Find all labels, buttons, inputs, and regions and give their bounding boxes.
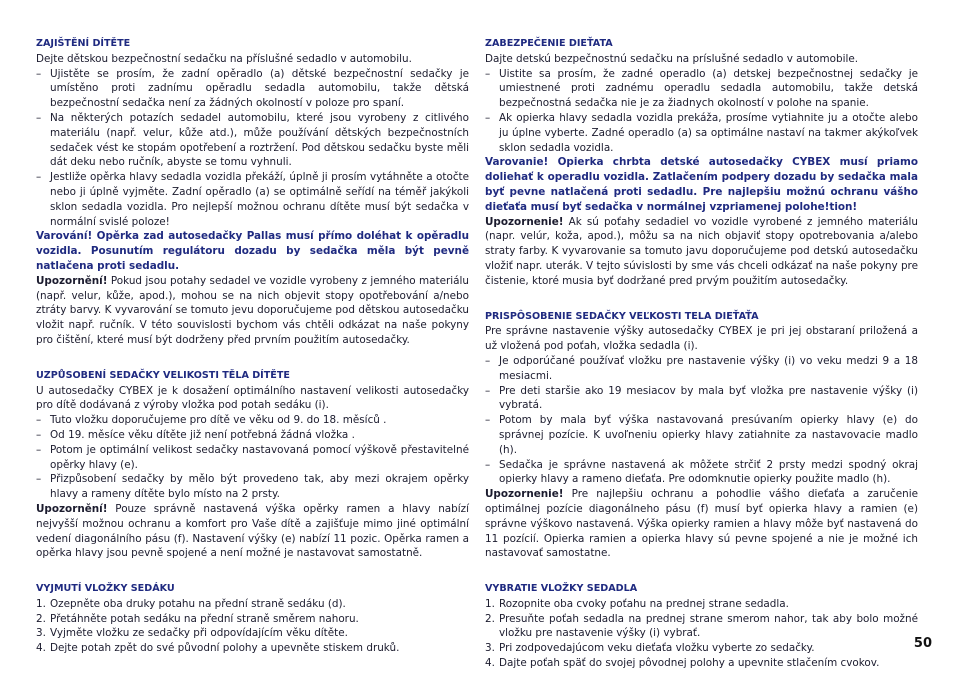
- dash-marker: –: [485, 458, 491, 471]
- list-item: – Potom je optimální velikost sedačky nastavovaná pomocí výškově přestavitelné opěrky hlavy (e).: [36, 443, 469, 471]
- note-label: Upozornenie!: [485, 215, 564, 228]
- step-number: 1.: [485, 597, 495, 610]
- dash-marker: –: [485, 414, 491, 427]
- dash-marker: –: [36, 414, 42, 427]
- bullet-list: [485, 354, 918, 487]
- step-number: 1.: [36, 597, 46, 610]
- step-number: 3.: [485, 642, 495, 655]
- section-intro: U autosedačky CYBEX je k dosažení optimálního nastavení velikosti autosedačky pro dítě dodávaná z výroby vložka pod potah sedáku (i).: [36, 384, 469, 412]
- bullet-list: [36, 67, 469, 230]
- note-label: Upozornění!: [36, 502, 108, 515]
- note-text: Ak sú poťahy sedadiel vo vozidle vyrobené z jemného materiálu (napr. velúr, koža, apod.), môžu sa na nich objaviť stopy opotrebovania a/alebo straty farby. K vyvarovanie sa tomuto javu doporučujeme pod detskú autosedačku vložiť napr. uterák. V tejto súvislosti by sme vás chceli odkázať na naše pokyny pre čistenie, ktoré musia byť dodržané pred prvým použitím autosedačky.: [485, 215, 918, 287]
- list-item: 3. Vyjměte vložku ze sedačky při odpovídajícím věku dítěte.: [36, 627, 348, 640]
- bullet-list: [36, 413, 469, 502]
- section-heading: ZABEZPEČENIE DIEŤATA: [485, 38, 613, 49]
- dash-marker: –: [485, 384, 491, 397]
- note-paragraph: [485, 215, 918, 289]
- list-item: – Od 19. měsíce věku dítěte již není potřebná žádná vložka .: [36, 428, 355, 441]
- list-item: 4. Dajte poťah späť do svojej pôvodnej polohy a upevnite stlačením cvokov.: [485, 657, 880, 670]
- dash-marker: –: [36, 428, 42, 441]
- list-item: – Tuto vložku doporučujeme pro dítě ve věku od 9. do 18. měsíců .: [36, 414, 387, 427]
- list-item: 3. Pri zodpovedajúcom veku dieťaťa vložku vyberte zo sedačky.: [485, 642, 815, 655]
- section-heading: UZPŮSOBENÍ SEDAČKY VELIKOSTI TĚLA DÍTĚTE: [36, 369, 290, 381]
- section-size-adjust-cz: [36, 369, 469, 561]
- note-paragraph: [36, 502, 469, 561]
- numbered-list: [485, 597, 918, 671]
- section-child-securing-cz: [36, 37, 469, 348]
- list-item: – Jestliže opěrka hlavy sedadla vozidla překáží, úplně ji prosím vytáhněte a otočte nebo ji úplně vyjměte. Zadní opěradlo (a) se optimálně seřídí na téměř jakýkoli sklon sedadla vozidla. Pro nejlepší možnou ochranu dítěte musí být sedačka v normální svislé poloze!: [36, 171, 469, 228]
- section-heading: ZAJIŠTĚNÍ DÍTĚTE: [36, 38, 131, 49]
- step-number: 2.: [36, 612, 46, 625]
- warning-text: Varovanie! Opierka chrbta detské autosedačky CYBEX musí priamo doliehať k operadlu vozidla. Zatlačením podpery dozadu by sedačka mala byť pevne natlačená proti sedadlu. Pre najlepšiu možnú ochranu vášho dieťaťa musí byť sedačka v normálnej vzpriamenej polohe!tion!: [485, 156, 918, 213]
- note-text: Pre najlepšiu ochranu a pohodlie vášho dieťaťa a zaručenie optimálnej pozície diagonálneho pásu (f) musí byť opierka hlavy a ramien (e) správne výškovo nastavená. Výška opierky ramien a hlavy môže byť nastavená do 11 pozícií. Opierka ramien a opierka hlavy sú pevne spojené a nie je možné ich nastavovať samostatne.: [485, 488, 918, 560]
- step-number: 3.: [36, 627, 46, 640]
- list-item: – Uistite sa prosím, že zadné operadlo (a) detskej bezpečnostnej sedačky je umiestnené proti zadnému operadlu sedadla automobilu, takže detská bezpečnostná sedačka nie je za žiadnych okolností v polohe na spanie.: [485, 67, 918, 110]
- dash-marker: –: [485, 354, 491, 367]
- dash-marker: –: [36, 171, 42, 184]
- section-intro: Dajte detskú bezpečnostnú sedačku na príslušné sedadlo v automobile.: [485, 52, 859, 65]
- list-item: – Sedačka je správne nastavená ak môžete strčiť 2 prsty medzi spodný okraj opierky hlavy a rameno dieťaťa. Pre odomknutie opierky použite madlo (h).: [485, 458, 918, 486]
- section-heading: VYBRATIE VLOŽKY SEDADLA: [485, 583, 638, 595]
- warning-text: Varování! Opěrka zad autosedačky Pallas musí přímo doléhat k opěradlu vozidla. Posunutím regulátoru dozadu by sedačka měla být pevně natlačena proti sedadlu.: [36, 230, 469, 272]
- note-label: Upozornenie!: [485, 488, 564, 501]
- right-column: [485, 37, 918, 692]
- section-insert-removal-cz: [36, 582, 469, 656]
- dash-marker: –: [485, 67, 491, 80]
- list-item: 1. Ozepněte oba druky potahu na přední straně sedáku (d).: [36, 597, 346, 610]
- list-item: – Je odporúčané používať vložku pre nastavenie výšky (i) vo veku medzi 9 a 18 mesiacmi.: [485, 354, 918, 382]
- list-item: – Na některých potazích sedadel automobilu, které jsou vyrobeny z citlivého materiálu (např. velur, kůže atd.), může používání dětských bezpečnostních sedaček vést ke stopám opotřebení a roztržení. Pod dětskou sedačku byste měli dát deku nebo ručník, abyste se tomu vyhnuli.: [36, 111, 469, 169]
- section-heading: VYJMUTÍ VLOŽKY SEDÁKU: [36, 583, 175, 595]
- step-number: 4.: [485, 657, 495, 670]
- list-item: 4. Dejte potah zpět do své původní polohy a upevněte stiskem druků.: [36, 642, 400, 655]
- list-item: – Pre deti staršie ako 19 mesiacov by mala byť vložka pre nastavenie výšky (i) vybratá.: [485, 384, 918, 412]
- section-insert-removal-sk: [485, 582, 918, 671]
- dash-marker: –: [36, 443, 42, 456]
- dash-marker: –: [36, 67, 42, 80]
- list-item: – Přizpůsobení sedačky by mělo být provedeno tak, aby mezi okrajem opěrky hlavy a rameny dítěte bylo místo na 2 prsty.: [36, 473, 469, 501]
- note-label: Upozornění!: [36, 274, 108, 287]
- numbered-list: [36, 597, 469, 656]
- section-intro: Pre správne nastavenie výšky autosedačky CYBEX je pri jej obstaraní priložená a už vložená pod poťah, vložka sedadla (i).: [485, 325, 918, 353]
- section-heading: PRISPÔSOBENIE SEDAČKY VEĽKOSTI TELA DIEŤAŤA: [485, 310, 759, 322]
- dash-marker: –: [485, 111, 491, 124]
- list-item: 2. Presuňte poťah sedadla na prednej strane smerom nahor, tak aby bolo možné vložku pre nastavenie výšky (i) vybrať.: [485, 612, 918, 640]
- bullet-list: [485, 67, 918, 156]
- section-intro: Dejte dětskou bezpečnostní sedačku na příslušné sedadlo v automobilu.: [36, 52, 412, 65]
- note-paragraph: [485, 487, 918, 561]
- list-item: – Potom by mala byť výška nastavovaná presúvaním opierky hlavy (e) do správnej pozície. K uvoľneniu opierky hlavy zatiahnite za nastavovacie madlo (h).: [485, 414, 918, 456]
- section-child-securing-sk: [485, 37, 918, 289]
- list-item: 2. Přetáhněte potah sedáku na přední straně směrem nahoru.: [36, 612, 359, 625]
- list-item: – Ujistěte se prosím, že zadní opěradlo (a) dětské bezpečnostní sedačky je umístěno proti zadnímu opěradlu sedadla automobilu, takže dětská bezpečnostní sedačka není za žádných okolností v poloze pro spaní.: [36, 67, 469, 110]
- note-paragraph: [36, 274, 469, 348]
- section-size-adjust-sk: [485, 310, 918, 562]
- step-number: 2.: [485, 612, 495, 625]
- note-text: Pouze správně nastavená výška opěrky ramen a hlavy nabízí nejvyšší možnou ochranu a komfort pro Vaše dítě a zajišťuje mimo jiné optimální vedení diagonálního pásu (f). Nastavení výšky (e) nabízí 11 pozic. Opěrka ramen a opěrka hlavy jsou pevně spojené a není možné je nastavovat samostatně.: [36, 502, 469, 560]
- dash-marker: –: [36, 111, 42, 124]
- left-column: [36, 37, 469, 677]
- list-item: – Ak opierka hlavy sedadla vozidla prekáža, prosíme vytiahnite ju a otočte alebo ju úplne vyberte. Zadné operadlo (a) sa optimálne nastaví na takmer akýkoľvek sklon sedadla vozidla.: [485, 111, 918, 154]
- dash-marker: –: [36, 473, 42, 486]
- step-number: 4.: [36, 642, 46, 655]
- page-number: 50: [913, 636, 932, 651]
- note-text: Pokud jsou potahy sedadel ve vozidle vyrobeny z jemného materiálu (např. velur, kůže, apod.), mohou se na nich objevit stopy opotřebování a/nebo ztráty barvy. K vyvarování se tomuto jevu doporučujeme pod dětskou autosedačku vložit např. ručník. V této souvislosti bychom vás chtěli odkázat na naše pokyny pro čištění, které musí být dodrženy před prvním použitím autosedačky.: [36, 274, 469, 346]
- list-item: 1. Rozopnite oba cvoky poťahu na prednej strane sedadla.: [485, 597, 789, 610]
